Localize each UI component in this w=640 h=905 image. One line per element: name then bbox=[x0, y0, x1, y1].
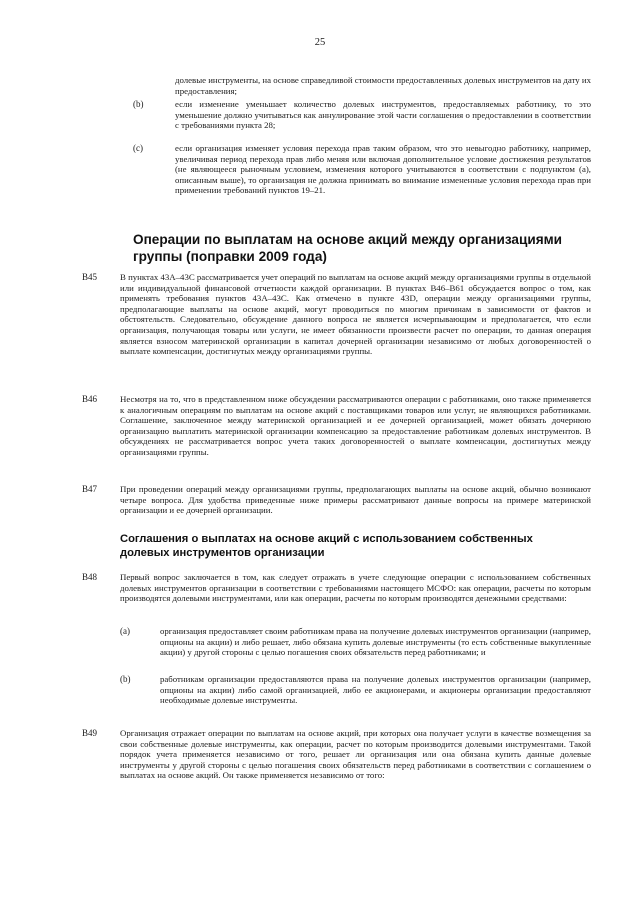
list-item-text: организация предоставляет своим работникам права на получение долевых инструментов организации (например, опционы на акции) и либо решает, либо обязана купить долевые инструменты (то есть собственные выкупленные акции) у другой стороны с целью погашения своих обязательств перед работниками; и bbox=[160, 626, 591, 658]
paragraph-b46 bbox=[120, 394, 591, 458]
paragraph-number: B47 bbox=[82, 484, 98, 494]
list-item-marker: (a) bbox=[120, 626, 130, 636]
list-item-marker: (c) bbox=[133, 143, 143, 153]
list-item-marker: (b) bbox=[120, 674, 131, 684]
paragraph-text: В пунктах 43А–43С рассматривается учет операций по выплатам на основе акций между организациями группы в отдельной или индивидуальной финансовой отчетности каждой организации. В пунктах В46–В61 обсуждается вопрос о том, как применять требования пунктов 43А–43С. Как отмечено в пункте 43D, операции между организациями группы, предполагающие выплаты на основе акций, могут проводиться по многим причинам в зависимости от фактов и обстоятельств. Следовательно, обсуждение данного вопроса не является исчерпывающим и предполагается, что если организация, получающая товары или услуги, не имеет обязанности произвести расчет по операции, то данная операция является взносом материнской организации в капитал дочерней организации независимо от любых договоренностей о выплате компенсации, достигнутых между организациями группы. bbox=[120, 272, 591, 357]
list-item-marker: (b) bbox=[133, 99, 144, 109]
paragraph-b45 bbox=[120, 272, 591, 357]
list-item bbox=[175, 99, 591, 131]
paragraph-b48 bbox=[120, 572, 591, 604]
page-number: 25 bbox=[314, 37, 326, 48]
paragraph-b49 bbox=[120, 728, 591, 781]
paragraph-b47 bbox=[120, 484, 591, 516]
subsection-heading: Соглашения о выплатах на основе акций с использованием собственных долевых инструментов организации bbox=[120, 533, 533, 559]
paragraph-text: При проведении операций между организациями группы, предполагающих выплаты на основе акций, обычно возникают четыре вопроса. Для удобства приведенные ниже примеры рассматривают данные вопросы на примере материнской организации и ее дочерней организации. bbox=[120, 484, 591, 516]
intro-continuation bbox=[175, 75, 591, 96]
paragraph-text: Организация отражает операции по выплатам на основе акций, при которых она получает услуги в качестве возмещения за свои собственные долевые инструменты, как операции, расчет по которым производится долевыми инструментами. Такой порядок учета применяется независимо от того, решает ли организация или она обязана купить данные долевые инструменты у другой стороны с целью погашения своих обязательств перед работниками в соответствии с соглашением о выплатах на основе акций. Он также применяется независимо от того: bbox=[120, 728, 591, 781]
paragraph-number: B45 bbox=[82, 272, 98, 282]
list-item-text: работникам организации предоставляются права на получение долевых инструментов организации (например, опционы на акции) либо самой организацией, либо ее акционерами, и акционеры организации предоставляют необходимые долевые инструменты. bbox=[160, 674, 591, 706]
list-item-text: если организация изменяет условия перехода прав таким образом, что это невыгодно работнику, например, увеличивая период перехода прав либо меняя или включая дополнительное условие достижения результатов (не являющееся рыночным условием, изменения которого учитываются в соответствии с подпунктом (а), описанным выше), то организация не должна принимать во внимание измененные условия перехода прав при применении требований пунктов 19–21. bbox=[175, 143, 591, 196]
list-item bbox=[175, 143, 591, 196]
list-item bbox=[160, 626, 591, 658]
list-item bbox=[160, 674, 591, 706]
section-heading: Операции по выплатам на основе акций между организациями группы (поправки 2009 года) bbox=[133, 232, 563, 264]
paragraph-number: B48 bbox=[82, 572, 98, 582]
paragraph-text: Несмотря на то, что в представленном ниже обсуждении рассматриваются операции с работниками, оно также применяется к аналогичным операциям по выплатам на основе акций с поставщиками товаров или услуг, не являющихся работниками. Соглашение, заключенное между материнской организацией и ее дочерней организацией, может обязать дочернюю организацию выплатить материнской организации компенсацию за предоставление работникам долевых инструментов. В обсуждениях не рассматривается вопрос учета таких договоренностей о выплате компенсации, достигнутых между организациями группы. bbox=[120, 394, 591, 457]
paragraph-text: Первый вопрос заключается в том, как следует отражать в учете следующие операции с использованием собственных долевых инструментов организации в соответствии с требованиями настоящего МСФО: как операции, расчеты по которым производятся долевыми инструментами, или как операции, расчеты по которым производятся денежными средствами: bbox=[120, 572, 591, 604]
paragraph-number: B46 bbox=[82, 394, 98, 404]
intro-continuation-text: долевые инструменты, на основе справедливой стоимости предоставленных долевых инструментов на дату их предоставления; bbox=[175, 75, 592, 96]
paragraph-number: B49 bbox=[82, 728, 98, 738]
list-item-text: если изменение уменьшает количество долевых инструментов, предоставляемых работнику, то это уменьшение должно учитываться как аннулирование этой части соглашения о предоставлении в соответствии с требованиями пункта 28; bbox=[175, 99, 591, 131]
